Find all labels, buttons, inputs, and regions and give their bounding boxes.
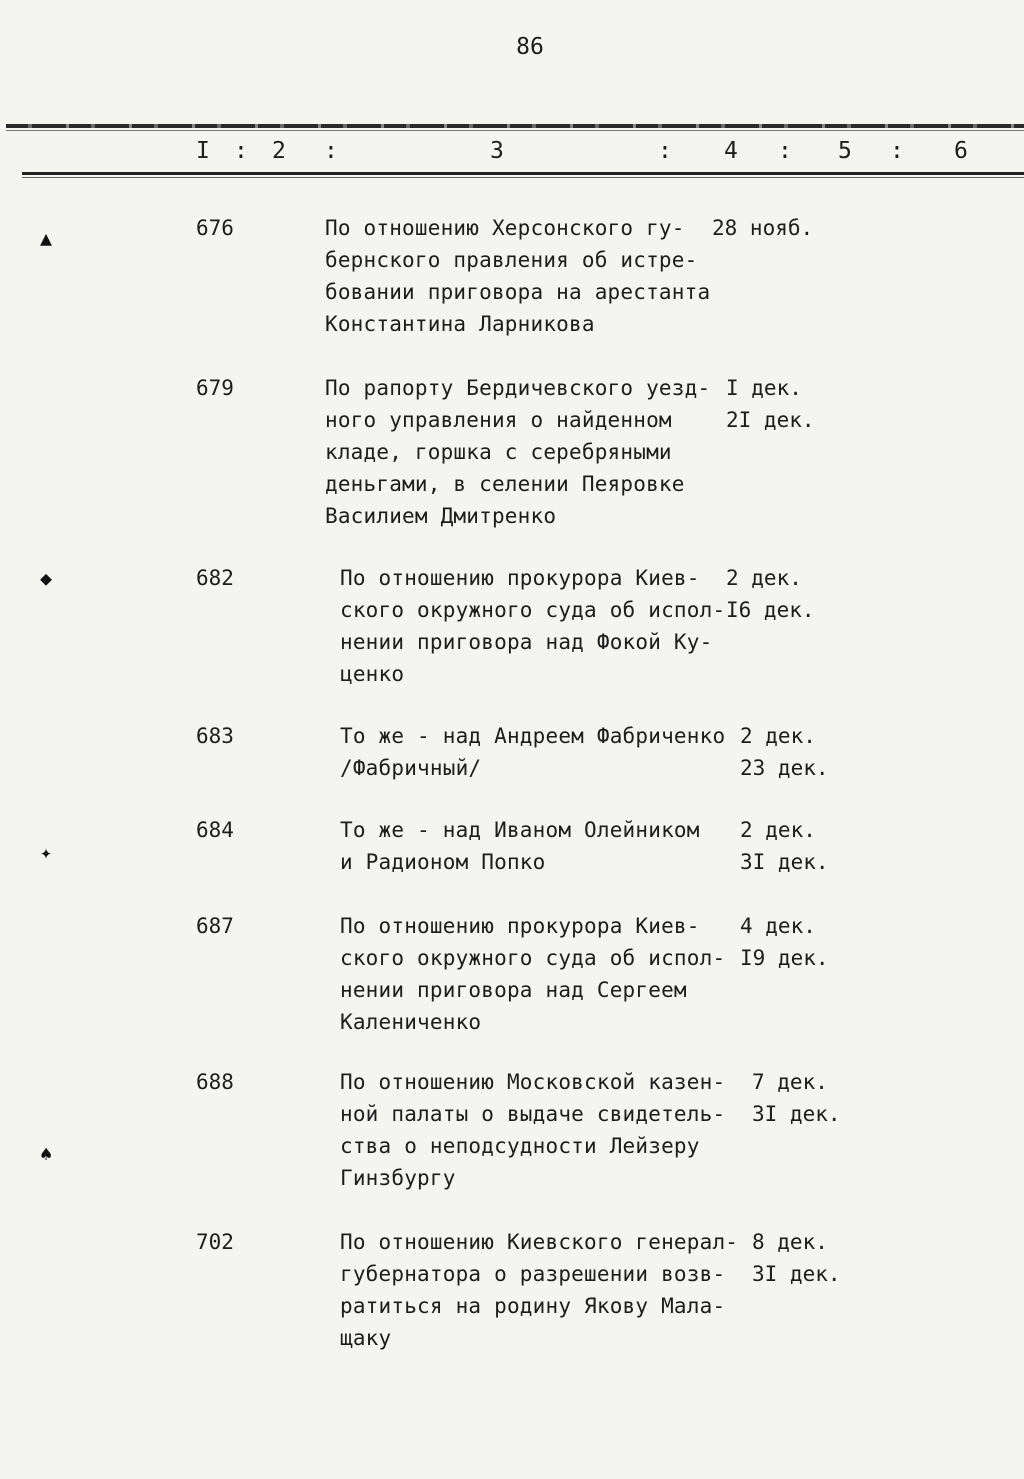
entry-number: 684: [196, 818, 234, 842]
column-separator: :: [778, 138, 792, 164]
entry-number: 702: [196, 1230, 234, 1254]
header-bottom-rule-thin: [22, 177, 1024, 178]
entry-number: 682: [196, 566, 234, 590]
entry-description: По отношению прокурора Киев- ского окружного суда об испол- нении приговора над Фокой Ку- ценко: [340, 566, 726, 686]
entry-number: 687: [196, 914, 234, 938]
entry-description: То же - над Андреем Фабриченко /Фабричный/: [340, 724, 726, 780]
binding-hole-mark: ▲: [40, 226, 53, 250]
header-bottom-rule: [22, 172, 1024, 175]
entry-dates: 2 дек. 23 дек.: [740, 724, 829, 780]
binding-hole-mark: ♠: [40, 1142, 53, 1166]
entry-description: По отношению Киевского генерал- губернатора о разрешении возв- ратиться на родину Якову Мала- щаку: [340, 1230, 739, 1350]
entry-dates: 2 дек. I6 дек.: [726, 566, 815, 622]
column-header-6: 6: [954, 138, 968, 164]
entry-description: По отношению Херсонского гу- бернского правления об истре- бовании приговора на арестанта Константина Ларникова: [325, 216, 711, 336]
page-number: 86: [516, 34, 544, 60]
entry-dates: I дек. 2I дек.: [726, 376, 815, 432]
binding-hole-mark: ✦: [40, 840, 53, 864]
column-separator: :: [890, 138, 904, 164]
column-separator: :: [658, 138, 672, 164]
entry-dates: 4 дек. I9 дек.: [740, 914, 829, 970]
entry-description: По отношению Московской казен- ной палаты о выдаче свидетель- ства о неподсудности Лейзеру Гинзбургу: [340, 1070, 726, 1190]
column-separator: :: [234, 138, 248, 164]
binding-hole-mark: ◆: [40, 566, 53, 590]
header-top-rule: [6, 124, 1024, 128]
entry-dates: 2 дек. 3I дек.: [740, 818, 829, 874]
column-header-3: 3: [490, 138, 504, 164]
entry-description: По отношению прокурора Киев- ского окружного суда об испол- нении приговора над Сергеем Калениченко: [340, 914, 726, 1034]
column-separator: :: [324, 138, 338, 164]
column-header-5: 5: [838, 138, 852, 164]
entry-number: 688: [196, 1070, 234, 1094]
column-header-4: 4: [724, 138, 738, 164]
column-header-1: I: [196, 138, 210, 164]
entry-dates: 28 нояб.: [712, 216, 814, 240]
entry-number: 683: [196, 724, 234, 748]
entry-description: То же - над Иваном Олейником и Радионом Попко: [340, 818, 700, 874]
entry-number: 679: [196, 376, 234, 400]
entry-number: 676: [196, 216, 234, 240]
entry-description: По рапорту Бердичевского уезд- ного управления о найденном кладе, горшка с серебряными деньгами, в селении Пеяровке Василием Дмитренко: [325, 376, 711, 528]
entry-dates: 8 дек. 3I дек.: [752, 1230, 841, 1286]
entry-dates: 7 дек. 3I дек.: [752, 1070, 841, 1126]
column-header-2: 2: [272, 138, 286, 164]
header-top-rule-thin: [6, 130, 1024, 131]
